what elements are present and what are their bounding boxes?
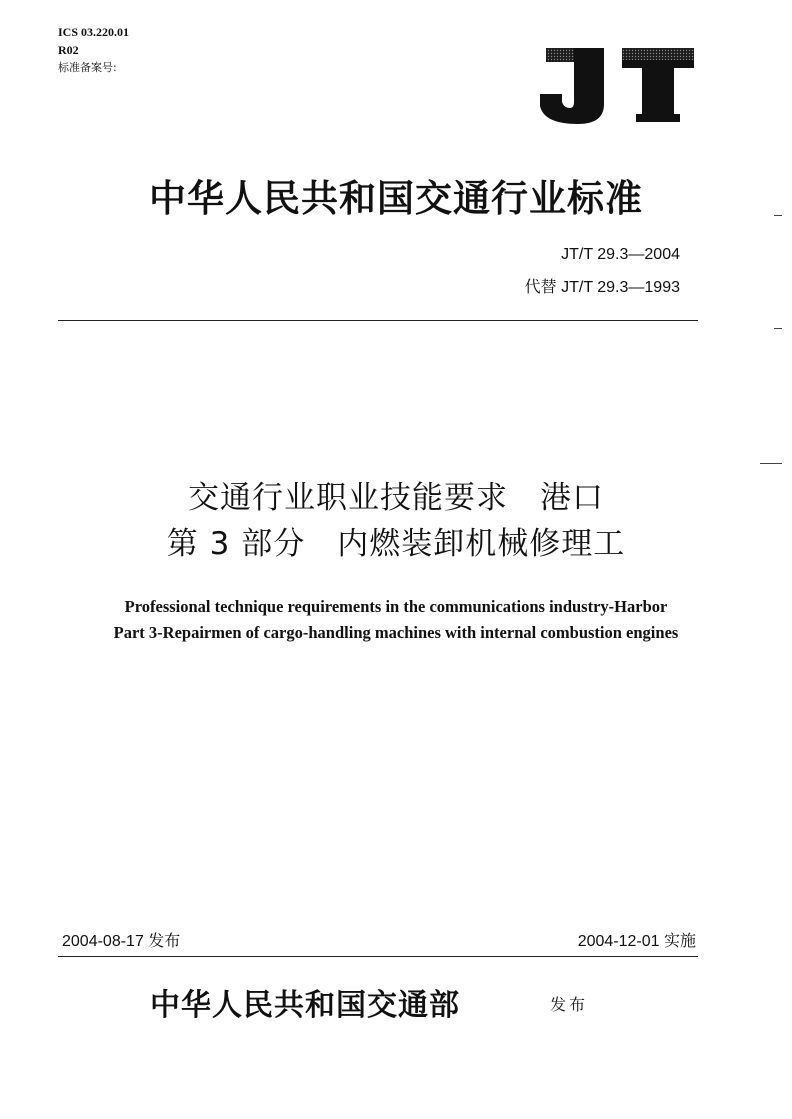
english-title-line-1: Professional technique requirements in the communications industry-Harbor: [124, 597, 668, 616]
replaced-standard-code: 代替 JT/T 29.3—1993: [524, 279, 680, 296]
publish-date: 2004-08-17 发布: [62, 933, 181, 950]
issuing-authority: 中华人民共和国交通部: [150, 988, 460, 1023]
header-divider: [58, 320, 698, 321]
margin-mark: [774, 215, 782, 216]
margin-mark: [774, 328, 782, 329]
standard-code: JT/T 29.3—2004: [561, 246, 680, 263]
implement-date: 2004-12-01 实施: [577, 933, 696, 950]
category-code: R02: [58, 43, 79, 57]
jt-logo: [538, 46, 696, 126]
footer-divider: [58, 956, 698, 957]
english-title-line-2: Part 3-Repairmen of cargo-handling machines with internal combustion engines: [113, 623, 679, 642]
standard-header-title: 中华人民共和国交通行业标准: [149, 176, 643, 220]
record-number-label: 标准备案号:: [58, 61, 117, 74]
chinese-title-line-1: 交通行业职业技能要求 港口: [188, 480, 604, 516]
issued-label: 发布: [550, 995, 589, 1014]
ics-code: ICS 03.220.01: [58, 25, 130, 39]
margin-mark: [760, 463, 782, 464]
chinese-title-line-2: 第 3 部分 内燃装卸机械修理工: [166, 526, 626, 562]
